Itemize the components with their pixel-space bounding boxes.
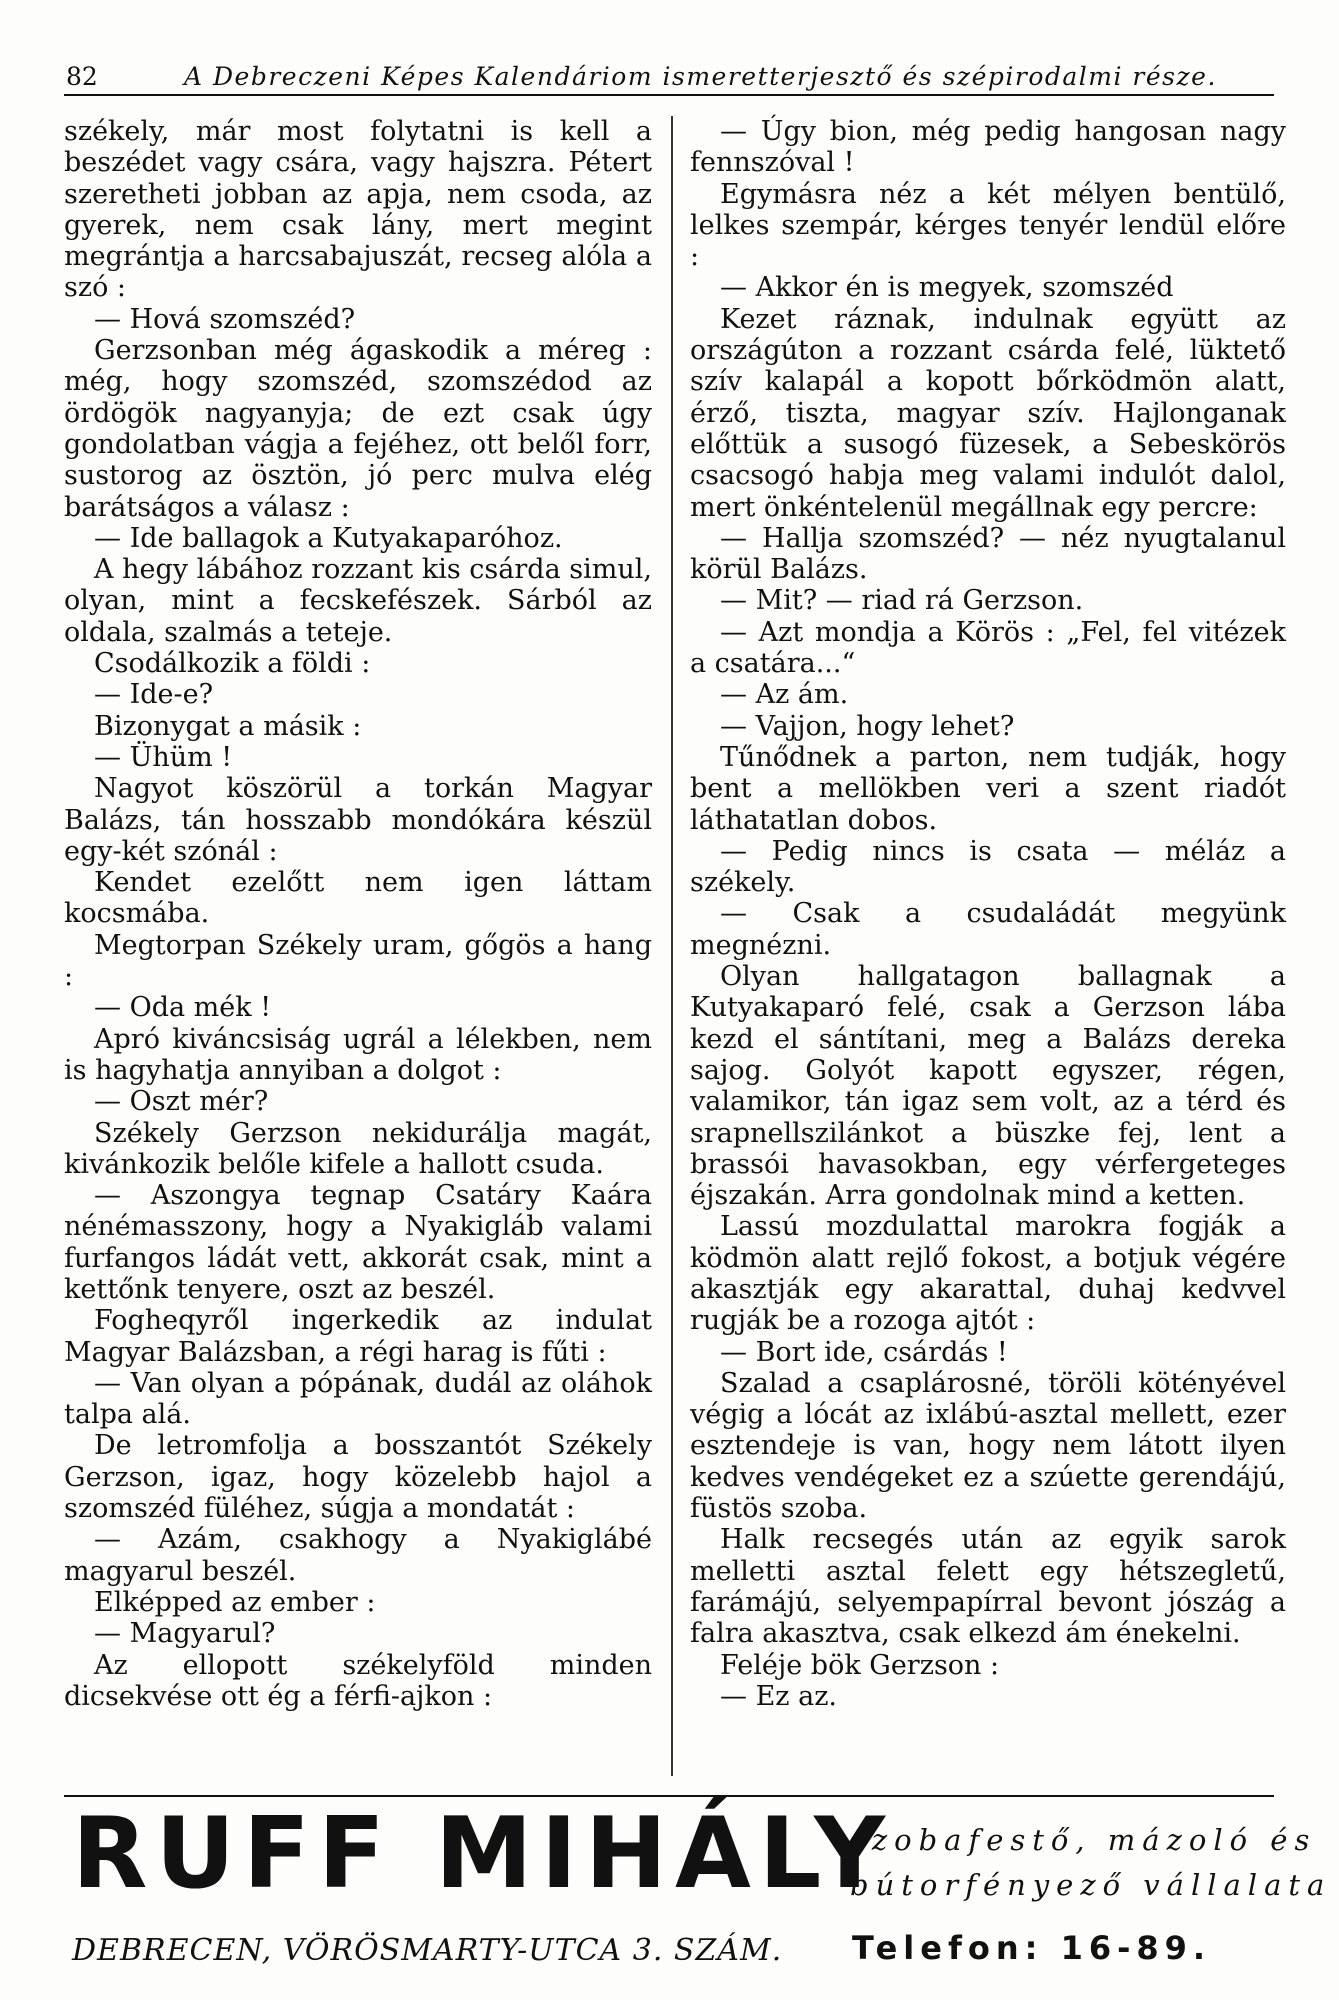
advertisement-tagline-2: bútorfényező vállalata bbox=[850, 1868, 1332, 1902]
advertisement-name: RUFF MIHÁLY bbox=[72, 1797, 894, 1911]
paragraph: Apró kiváncsiság ugrál a lélekben, nem is hagyhatja annyiban a dolgot : bbox=[64, 1023, 652, 1086]
paragraph: Halk recsegés után az egyik sarok melletti asztal felett egy hétszegletű, farámájú, selyempapírral bevont jószág a falra akasztva, csak elkezd ám énekelni. bbox=[690, 1524, 1286, 1650]
paragraph: Csodálkozik a földi : bbox=[94, 648, 371, 680]
paragraph: Fogheqyről ingerkedik az indulat Magyar Balázsban, a régi harag is fűti : bbox=[64, 1305, 652, 1368]
page-number: 82 bbox=[66, 62, 98, 91]
left-text-column bbox=[64, 116, 652, 1712]
paragraph: De letromfolja a bosszantót Székely Gerzson, igaz, hogy közelebb hajol a szomszéd füléhez, súgja a mondatát : bbox=[64, 1430, 652, 1525]
advertisement-address: DEBRECEN, VÖRÖSMARTY-UTCA 3. SZÁM. bbox=[72, 1933, 783, 1968]
paragraph: — Bort ide, csárdás ! bbox=[720, 1336, 1008, 1368]
paragraph: — Oszt mér? bbox=[94, 1086, 269, 1118]
paragraph: — Csak a csudaládát megyünk megnézni. bbox=[690, 898, 1286, 961]
column-divider bbox=[671, 116, 673, 1776]
paragraph: — Pedig nincs is csata — méláz a székely. bbox=[690, 835, 1286, 899]
paragraph: — Azt mondja a Körös : „Fel, fel vitézek a csatára...“ bbox=[690, 616, 1286, 680]
paragraph: — Hallja szomszéd? — néz nyugtalanul körül Balázs. bbox=[690, 522, 1286, 586]
paragraph: — Az ám. bbox=[720, 679, 849, 711]
paragraph: Kendet ezelőtt nem igen láttam kocsmába. bbox=[64, 867, 652, 930]
paragraph: — Magyarul? bbox=[94, 1618, 276, 1650]
paragraph: — Oda mék ! bbox=[94, 992, 272, 1024]
right-text-column bbox=[690, 116, 1286, 1712]
paragraph: székely, már most folytatni is kell a beszédet vagy csára, vagy hajszra. Pétert szeretheti jobban az apja, nem csoda, az gyerek, nem csak lány, mert megint megrántja a harcsabajuszát, recseg alóla a szó : bbox=[64, 116, 652, 304]
paragraph: — Ühüm ! bbox=[94, 741, 233, 773]
paragraph: — Van olyan a pópának, dudál az oláhok talpa alá. bbox=[64, 1367, 652, 1431]
paragraph: — Vajjon, hogy lehet? bbox=[720, 710, 1015, 742]
paragraph: Elképped az ember : bbox=[94, 1586, 376, 1618]
advertisement-phone: Telefon: 16-89. bbox=[852, 1929, 1212, 1967]
paragraph: Lassú mozdulattal marokra fogják a ködmön alatt rejlő fokost, a botjuk végére akasztják egy akarattal, duhaj kedvvel rugják be a rozoga ajtót : bbox=[690, 1211, 1286, 1337]
paragraph: Gerzsonban még ágaskodik a méreg : még, hogy szomszéd, szomszédod az ördögök nagyanyja; de ezt csak úgy gondolatban vágja a fejéhez, ott belől forr, sustorog az ösztön, jó perc mulva elég barátságos a válasz : bbox=[64, 335, 652, 523]
running-title: A Debreczeni Képes Kalendáriom ismeretterjesztő és szépirodalmi része. bbox=[184, 62, 1217, 91]
paragraph: Egymásra néz a két mélyen bentülő, lelkes szempár, kérges tenyér lendül előre : bbox=[690, 178, 1286, 273]
paragraph: — Ez az. bbox=[720, 1680, 838, 1712]
paragraph: — Ide-e? bbox=[94, 679, 214, 711]
paragraph: — Hová szomszéd? bbox=[94, 303, 356, 335]
page-header bbox=[64, 60, 1274, 96]
paragraph: Nagyot köszörül a torkán Magyar Balázs, tán hosszabb mondókára készül egy-két szónál : bbox=[64, 773, 652, 867]
paragraph: Az ellopott székelyföld minden dicsekvése ott ég a férfi-ajkon : bbox=[64, 1649, 652, 1712]
paragraph: — Úgy bion, még pedig hangosan nagy fennszóval ! bbox=[690, 116, 1286, 179]
paragraph: — Akkor én is megyek, szomszéd bbox=[720, 272, 1174, 304]
paragraph: — Azám, csakhogy a Nyakiglábé magyarul beszél. bbox=[64, 1524, 652, 1587]
paragraph: Bizonygat a másik : bbox=[94, 710, 362, 742]
paragraph: — Aszongya tegnap Csatáry Kaára nénémasszony, hogy a Nyakigláb valami furfangos ládát vett, akkorát csak, mint a kettőnk tenyere, oszt az beszél. bbox=[64, 1180, 652, 1305]
paragraph: Székely Gerzson nekidurálja magát, kivánkozik belőle kifele a hallott csuda. bbox=[64, 1117, 652, 1180]
advertisement-tagline-1: szobafestő, mázoló és bbox=[850, 1823, 1317, 1857]
paragraph: Szalad a csaplárosné, töröli kötényével végig a lócát az ixlábú-asztal mellett, ezer esztendeje is van, hogy nem látott ilyen kedves vendégeket ez a szúette gerendájú, füstös szoba. bbox=[690, 1367, 1286, 1525]
paragraph: Kezet ráznak, indulnak együtt az országúton a rozzant csárda felé, lüktető szív kalapál a kopott bőrködmön alatt, érző, tiszta, magyar szív. Hajlonganak előttük a susogó füzesek, a Sebeskörös csacsogó habja meg valami indulót dalol, mert önkéntelenül megállnak egy percre: bbox=[690, 303, 1286, 523]
paragraph: — Mit? — riad rá Gerzson. bbox=[720, 585, 1084, 617]
paragraph: Tűnődnek a parton, nem tudják, hogy bent a mellökben veri a szent riadót láthatatlan dobos. bbox=[690, 741, 1286, 836]
paragraph: Olyan hallgatagon ballagnak a Kutyakaparó felé, csak a Gerzson lába kezd el sántítani, meg a Balázs dereka sajog. Golyót kapott egyszer, régen, valamikor, tán igaz sem volt, az a térd és srapnellszilánkot a büszke fej, lent a brassói havasokban, egy vérfergeteges éjszakán. Arra gondolnak mind a ketten. bbox=[690, 961, 1286, 1212]
paragraph: Feléje bök Gerzson : bbox=[720, 1649, 1000, 1681]
paragraph: A hegy lábához rozzant kis csárda simul, olyan, mint a fecskefészek. Sárból az oldala, szalmás a teteje. bbox=[64, 554, 652, 648]
paragraph: Megtorpan Székely uram, gőgös a hang : bbox=[64, 929, 652, 993]
paragraph: — Ide ballagok a Kutyakaparóhoz. bbox=[94, 522, 563, 554]
